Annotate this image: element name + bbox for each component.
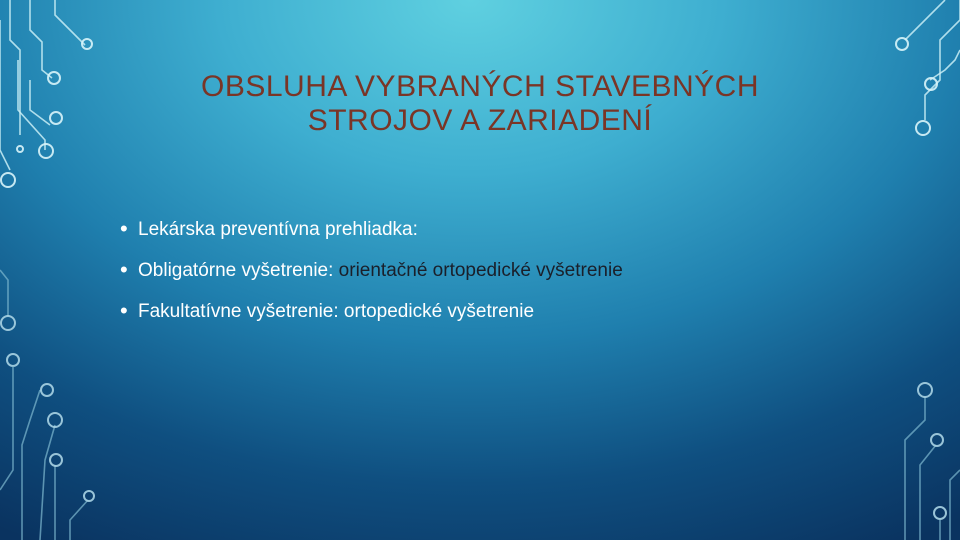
slide-title <box>120 70 840 138</box>
slide-title-line-2: STROJOV A ZARIADENÍ <box>307 104 653 137</box>
bullet-list <box>120 218 840 341</box>
slide-title-line-1: OBSLUHA VYBRANÝCH STAVEBNÝCH <box>200 70 760 103</box>
bullet-text: Fakultatívne vyšetrenie: ortopedické vyšetrenie <box>138 301 535 322</box>
circuit-left <box>0 270 94 540</box>
bullet-text: Lekárska preventívna prehliadka: <box>138 219 418 240</box>
circuit-bottom-right <box>905 383 960 540</box>
bullet-item <box>120 300 840 324</box>
circuit-top-left <box>0 0 92 187</box>
bullet-icon: • <box>120 298 128 323</box>
bullet-icon: • <box>120 257 128 282</box>
bullet-item <box>120 259 840 283</box>
bullet-text: Obligatórne vyšetrenie: <box>138 260 339 281</box>
bullet-item <box>120 218 840 242</box>
bullet-icon: • <box>120 216 128 241</box>
circuit-top-right <box>896 0 960 135</box>
bullet-accent-text: orientačné ortopedické vyšetrenie <box>338 260 623 281</box>
